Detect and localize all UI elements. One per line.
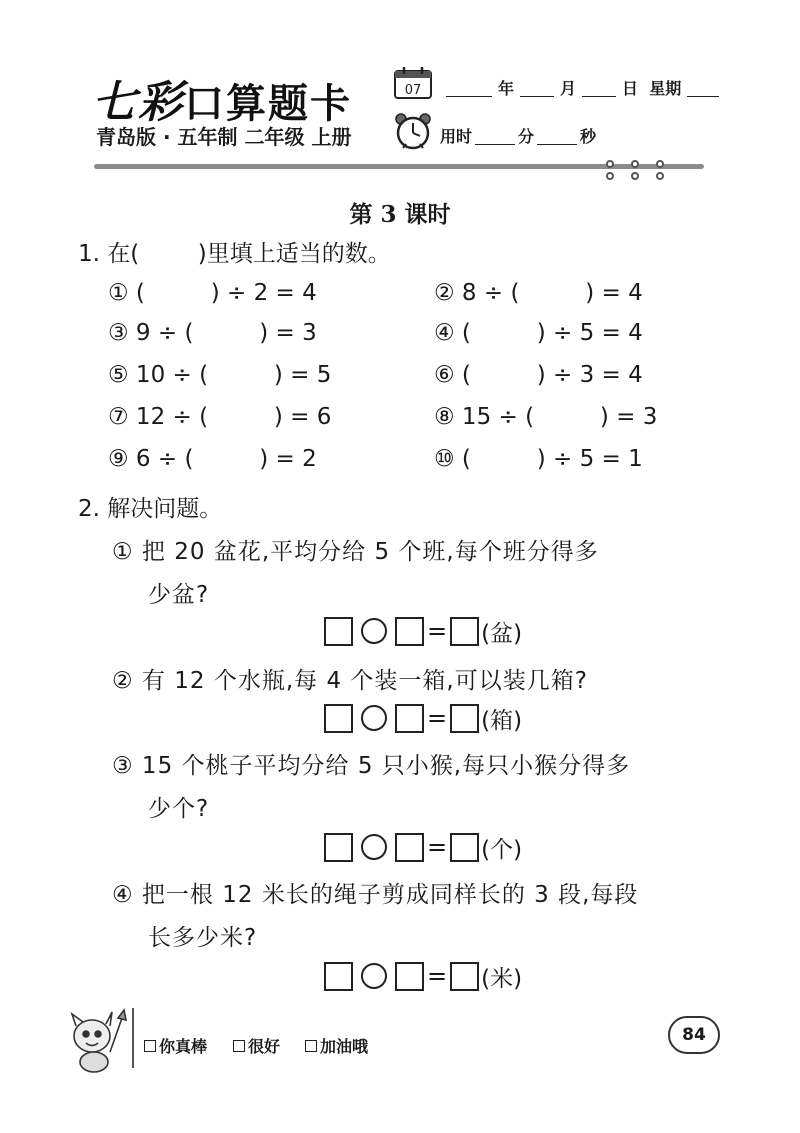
answer-box[interactable] xyxy=(324,962,353,991)
footer-divider xyxy=(132,1008,134,1068)
calendar-icon xyxy=(393,66,433,100)
operator-circle[interactable] xyxy=(361,618,387,644)
answer-box[interactable] xyxy=(450,962,479,991)
rating-option-2[interactable] xyxy=(233,1034,280,1057)
date-day: 日 xyxy=(622,79,639,98)
problem-2-equation xyxy=(324,701,522,735)
operator-circle[interactable] xyxy=(361,963,387,989)
q1-item-3: ③ 9 ÷ ( ) = 3 xyxy=(108,320,317,346)
unit-label: (米) xyxy=(481,965,523,992)
q1-title: 1. 在( )里填上适当的数。 xyxy=(78,241,391,267)
time-sec: 秒 xyxy=(580,127,597,146)
q1-item-10: ⑩ ( ) ÷ 5 = 1 xyxy=(434,446,643,472)
clock-icon xyxy=(393,112,433,150)
q1-item-9: ⑨ 6 ÷ ( ) = 2 xyxy=(108,446,317,472)
checkbox[interactable] xyxy=(305,1040,317,1052)
time-line xyxy=(440,124,596,147)
answer-box[interactable] xyxy=(395,833,424,862)
checkbox[interactable] xyxy=(144,1040,156,1052)
answer-box[interactable] xyxy=(324,617,353,646)
date-line xyxy=(440,76,725,99)
problem-3-line-1: ③ 15 个桃子平均分给 5 只小猴,每只小猴分得多 xyxy=(112,753,631,779)
page-number: 84 xyxy=(668,1016,720,1054)
operator-circle[interactable] xyxy=(361,834,387,860)
time-min: 分 xyxy=(518,127,535,146)
date-weekday: 星期 xyxy=(649,79,682,98)
q1-item-7: ⑦ 12 ÷ ( ) = 6 xyxy=(108,404,332,430)
q2-title: 2. 解决问题。 xyxy=(78,496,223,522)
problem-3-line-2: 少个? xyxy=(148,796,210,822)
date-year: 年 xyxy=(498,79,515,98)
answer-box[interactable] xyxy=(450,617,479,646)
rating-option-3[interactable] xyxy=(305,1034,368,1057)
equals-sign: = xyxy=(427,962,448,990)
q1-item-2: ② 8 ÷ ( ) = 4 xyxy=(434,280,643,306)
problem-4-line-1: ④ 把一根 12 米长的绳子剪成同样长的 3 段,每段 xyxy=(112,882,639,908)
problem-1-line-1: ① 把 20 盆花,平均分给 5 个班,每个班分得多 xyxy=(112,539,599,565)
unit-label: (箱) xyxy=(481,707,523,734)
q1-item-6: ⑥ ( ) ÷ 3 = 4 xyxy=(434,362,643,388)
equals-sign: = xyxy=(427,833,448,861)
edition-label: 青岛版 · 五年制 二年级 上册 xyxy=(96,125,352,149)
q1-item-1: ① ( ) ÷ 2 = 4 xyxy=(108,280,317,306)
problem-4-equation xyxy=(324,959,522,993)
problem-3-equation xyxy=(324,830,522,864)
answer-box[interactable] xyxy=(450,704,479,733)
lesson-title: 第 3 课时 xyxy=(349,201,451,228)
q1-item-5: ⑤ 10 ÷ ( ) = 5 xyxy=(108,362,332,388)
unit-label: (盆) xyxy=(481,620,523,647)
brand-first: 七彩 xyxy=(92,77,184,128)
date-month: 月 xyxy=(560,79,577,98)
checkbox[interactable] xyxy=(233,1040,245,1052)
answer-box[interactable] xyxy=(395,962,424,991)
answer-box[interactable] xyxy=(324,704,353,733)
time-label: 用时 xyxy=(440,127,473,146)
problem-1-line-2: 少盆? xyxy=(148,582,210,608)
answer-box[interactable] xyxy=(395,617,424,646)
answer-box[interactable] xyxy=(450,833,479,862)
rating-label-3: 加油哦 xyxy=(320,1037,369,1056)
q1-item-8: ⑧ 15 ÷ ( ) = 3 xyxy=(434,404,658,430)
rating-label-1: 你真棒 xyxy=(159,1037,208,1056)
problem-2-line-1: ② 有 12 个水瓶,每 4 个装一箱,可以装几箱? xyxy=(112,668,588,694)
brand-rest: 口算题卡 xyxy=(184,80,352,127)
equals-sign: = xyxy=(427,617,448,645)
operator-circle[interactable] xyxy=(361,705,387,731)
unit-label: (个) xyxy=(481,836,523,863)
problem-4-line-2: 长多少米? xyxy=(148,925,258,951)
rating-label-2: 很好 xyxy=(248,1037,281,1056)
q1-item-4: ④ ( ) ÷ 5 = 4 xyxy=(434,320,643,346)
binder-rings-icon xyxy=(600,154,680,184)
calendar-day: 07 xyxy=(404,83,422,98)
rating-option-1[interactable] xyxy=(144,1034,207,1057)
mascot-icon xyxy=(66,1004,134,1074)
equals-sign: = xyxy=(427,704,448,732)
answer-box[interactable] xyxy=(324,833,353,862)
answer-box[interactable] xyxy=(395,704,424,733)
problem-1-equation xyxy=(324,614,522,648)
